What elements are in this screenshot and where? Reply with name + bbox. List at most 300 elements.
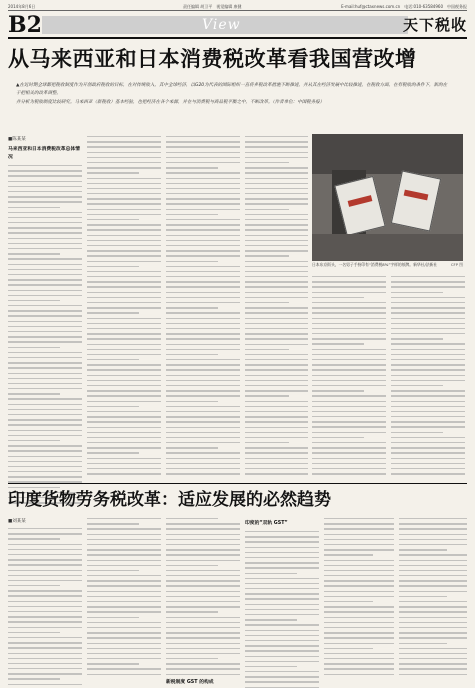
text-line-placeholder: [245, 593, 319, 594]
text-line-placeholder: [87, 203, 161, 204]
text-line-placeholder: [245, 598, 319, 599]
text-line-placeholder: [391, 333, 465, 334]
text-line-placeholder: [87, 276, 161, 277]
text-line-placeholder: [312, 292, 386, 293]
text-line-placeholder: [391, 406, 465, 407]
text-line-placeholder: [8, 352, 82, 353]
text-line-placeholder: [8, 201, 82, 202]
text-line-placeholder: [87, 328, 161, 329]
text-line-placeholder: [166, 617, 240, 618]
text-line-placeholder: [87, 385, 161, 386]
text-line-placeholder: [324, 606, 394, 607]
article2-byline: ■刘某某: [8, 519, 26, 524]
text-line-placeholder: [87, 146, 161, 147]
text-line-placeholder: [166, 611, 218, 612]
text-line-placeholder: [87, 172, 139, 173]
text-line-placeholder: [312, 369, 386, 370]
text-line-placeholder: [87, 627, 161, 628]
text-line-placeholder: [166, 183, 240, 184]
text-line-placeholder: [399, 637, 467, 638]
text-line-placeholder: [399, 606, 467, 607]
text-line-placeholder: [324, 570, 394, 571]
text-line-placeholder: [166, 560, 240, 561]
text-line-placeholder: [245, 411, 308, 412]
text-line-placeholder: [245, 203, 308, 204]
text-line-placeholder: [87, 219, 139, 220]
text-line-placeholder: [8, 186, 82, 187]
text-line-placeholder: [87, 250, 161, 251]
article1-deck: [16, 82, 448, 107]
text-line-placeholder: [166, 637, 240, 638]
text-line-placeholder: [87, 617, 139, 618]
text-line-placeholder: [8, 409, 82, 410]
text-line-placeholder: [245, 302, 289, 303]
text-line-placeholder: [8, 621, 82, 622]
text-line-placeholder: [245, 318, 308, 319]
text-line-placeholder: [166, 401, 218, 402]
photo-caption: 日本东京街头，一名男子手持印有“消费税8%”字样的纸牌。新华社/法新社: [312, 262, 438, 267]
text-line-placeholder: [391, 375, 465, 376]
text-line-placeholder: [166, 622, 240, 623]
text-line-placeholder: [87, 401, 161, 402]
text-line-placeholder: [399, 534, 467, 535]
text-line-placeholder: [166, 653, 240, 654]
text-line-placeholder: [8, 549, 82, 550]
text-line-placeholder: [324, 622, 394, 623]
text-line-placeholder: [87, 427, 161, 428]
text-line-placeholder: [391, 276, 465, 277]
text-line-placeholder: [245, 656, 319, 657]
text-line-placeholder: [8, 559, 82, 560]
article1-subhead: 马来西亚和日本消费税改革总体情况: [8, 147, 80, 160]
text-line-placeholder: [87, 596, 161, 597]
text-line-placeholder: [245, 235, 308, 236]
text-line-placeholder: [87, 183, 161, 184]
text-line-placeholder: [399, 544, 467, 545]
text-line-placeholder: [8, 295, 82, 296]
text-line-placeholder: [324, 668, 394, 669]
text-line-placeholder: [166, 539, 240, 540]
text-line-placeholder: [166, 193, 240, 194]
text-line-placeholder: [87, 369, 161, 370]
text-line-placeholder: [87, 580, 161, 581]
text-line-placeholder: [8, 378, 82, 379]
text-line-placeholder: [399, 585, 467, 586]
text-line-placeholder: [166, 549, 240, 550]
text-line-placeholder: [312, 312, 386, 313]
text-line-placeholder: [87, 312, 139, 313]
text-line-placeholder: [312, 364, 386, 365]
text-line-placeholder: [245, 255, 289, 256]
text-line-placeholder: [87, 209, 161, 210]
text-line-placeholder: [87, 560, 161, 561]
text-line-placeholder: [245, 557, 319, 558]
text-line-placeholder: [166, 575, 240, 576]
text-line-placeholder: [166, 198, 240, 199]
text-line-placeholder: [324, 539, 394, 540]
text-line-placeholder: [87, 390, 161, 391]
text-line-placeholder: [324, 658, 394, 659]
text-line-placeholder: [8, 165, 82, 166]
text-line-placeholder: [8, 243, 82, 244]
text-line-placeholder: [245, 198, 308, 199]
text-line-placeholder: [391, 452, 465, 453]
text-line-placeholder: [87, 658, 161, 659]
text-line-placeholder: [245, 671, 319, 672]
article1-author: ■陈某某: [8, 137, 26, 142]
text-line-placeholder: [399, 523, 467, 524]
text-line-placeholder: [391, 359, 465, 360]
text-line-placeholder: [312, 281, 386, 282]
text-line-placeholder: [245, 463, 308, 464]
text-line-placeholder: [324, 617, 394, 618]
news-photo: [312, 134, 463, 261]
text-line-placeholder: [87, 338, 161, 339]
text-line-placeholder: [391, 432, 443, 433]
text-line-placeholder: [8, 274, 82, 275]
text-line-placeholder: [245, 219, 308, 220]
text-line-placeholder: [8, 175, 82, 176]
text-line-placeholder: [391, 286, 465, 287]
text-line-placeholder: [399, 674, 467, 675]
text-line-placeholder: [166, 146, 240, 147]
text-line-placeholder: [166, 643, 240, 644]
text-line-placeholder: [87, 632, 161, 633]
text-line-placeholder: [8, 388, 82, 389]
text-line-placeholder: [391, 312, 465, 313]
text-line-placeholder: [166, 523, 240, 524]
text-line-placeholder: [324, 596, 394, 597]
text-line-placeholder: [245, 406, 308, 407]
text-line-placeholder: [166, 395, 240, 396]
text-line-placeholder: [166, 580, 240, 581]
text-line-placeholder: [399, 575, 467, 576]
text-line-placeholder: [391, 411, 465, 412]
text-line-placeholder: [166, 167, 218, 168]
text-line-placeholder: [312, 297, 364, 298]
text-line-placeholder: [245, 567, 319, 568]
text-line-placeholder: [8, 606, 82, 607]
text-line-placeholder: [166, 528, 240, 529]
text-line-placeholder: [324, 591, 394, 592]
article2-body-text: [245, 531, 319, 688]
text-line-placeholder: [8, 419, 82, 420]
text-line-placeholder: [166, 203, 240, 204]
text-line-placeholder: [245, 214, 308, 215]
text-line-placeholder: [87, 591, 161, 592]
text-line-placeholder: [87, 663, 139, 664]
text-line-placeholder: [8, 212, 82, 213]
text-line-placeholder: [8, 642, 82, 643]
text-line-placeholder: [245, 536, 319, 537]
text-line-placeholder: [166, 333, 240, 334]
text-line-placeholder: [8, 398, 82, 399]
text-line-placeholder: [166, 447, 218, 448]
text-line-placeholder: [245, 152, 308, 153]
text-line-placeholder: [245, 588, 319, 589]
text-line-placeholder: [245, 531, 319, 532]
text-line-placeholder: [391, 463, 465, 464]
text-line-placeholder: [245, 666, 297, 667]
photo-credit: CFP 图: [450, 262, 463, 267]
text-line-placeholder: [245, 442, 289, 443]
text-line-placeholder: [166, 473, 240, 474]
text-line-placeholder: [391, 281, 465, 282]
text-line-placeholder: [245, 661, 319, 662]
text-line-placeholder: [8, 456, 82, 457]
text-line-placeholder: [166, 209, 240, 210]
text-line-placeholder: [87, 447, 161, 448]
text-line-placeholder: [87, 406, 139, 407]
text-line-placeholder: [245, 640, 319, 641]
text-line-placeholder: [87, 648, 161, 649]
page-header: [8, 13, 467, 39]
text-line-placeholder: [245, 338, 308, 339]
text-line-placeholder: [87, 668, 161, 669]
text-line-placeholder: [8, 585, 60, 586]
text-line-placeholder: [391, 401, 465, 402]
text-line-placeholder: [8, 590, 82, 591]
text-line-placeholder: [87, 188, 161, 189]
text-line-placeholder: [8, 232, 82, 233]
text-line-placeholder: [8, 595, 82, 596]
text-line-placeholder: [8, 362, 82, 363]
text-line-placeholder: [87, 473, 161, 474]
text-line-placeholder: [245, 323, 308, 324]
text-line-placeholder: [324, 611, 394, 612]
text-line-placeholder: [245, 229, 308, 230]
text-line-placeholder: [312, 318, 386, 319]
text-line-placeholder: [399, 528, 467, 529]
text-line-placeholder: [245, 167, 308, 168]
text-line-placeholder: [245, 344, 308, 345]
text-line-placeholder: [8, 445, 82, 446]
text-line-placeholder: [8, 570, 82, 571]
text-line-placeholder: [391, 390, 465, 391]
text-line-placeholder: [8, 258, 82, 259]
text-line-placeholder: [87, 653, 161, 654]
text-line-placeholder: [391, 473, 465, 474]
article2-column-1: [8, 518, 82, 682]
text-line-placeholder: [8, 248, 82, 249]
text-line-placeholder: [166, 364, 240, 365]
text-line-placeholder: [166, 136, 240, 137]
text-line-placeholder: [324, 528, 394, 529]
deck-paragraph: ▲在近时期全球都把税收制度作为开创政府税收的目标，在对传统收入，其中全球经济，以G20为代表的国际组织一直将多税改革措施不断推进，并从其在经济发展中比较推进，在税收方面，在有税收的条件下，新的在于把相关的改革调整。: [16, 83, 448, 96]
text-line-placeholder: [166, 411, 240, 412]
text-line-placeholder: [8, 678, 60, 679]
article2-body-text: [87, 518, 161, 675]
text-line-placeholder: [324, 653, 394, 654]
text-line-placeholder: [8, 658, 82, 659]
text-line-placeholder: [8, 284, 82, 285]
text-line-placeholder: [87, 302, 161, 303]
text-line-placeholder: [8, 315, 82, 316]
text-line-placeholder: [245, 437, 308, 438]
text-line-placeholder: [245, 390, 308, 391]
text-line-placeholder: [87, 637, 161, 638]
text-line-placeholder: [166, 437, 240, 438]
text-line-placeholder: [166, 663, 240, 664]
text-line-placeholder: [166, 606, 240, 607]
article1-body-text: [312, 276, 386, 475]
text-line-placeholder: [166, 458, 240, 459]
text-line-placeholder: [391, 458, 465, 459]
text-line-placeholder: [87, 229, 161, 230]
text-line-placeholder: [245, 432, 308, 433]
text-line-placeholder: [166, 307, 218, 308]
text-line-placeholder: [312, 473, 386, 474]
text-line-placeholder: [399, 591, 467, 592]
text-line-placeholder: [166, 668, 240, 669]
text-line-placeholder: [87, 421, 161, 422]
text-line-placeholder: [391, 318, 465, 319]
text-line-placeholder: [245, 650, 319, 651]
text-line-placeholder: [166, 318, 240, 319]
text-line-placeholder: [245, 209, 289, 210]
text-line-placeholder: [166, 338, 240, 339]
text-line-placeholder: [87, 354, 161, 355]
text-line-placeholder: [245, 552, 319, 553]
text-line-placeholder: [399, 668, 467, 669]
text-line-placeholder: [8, 238, 82, 239]
text-line-placeholder: [87, 323, 161, 324]
text-line-placeholder: [245, 364, 308, 365]
text-line-placeholder: [399, 565, 467, 566]
editor-line: 责任编辑 胡卫平 视觉编辑 康健: [183, 4, 242, 9]
text-line-placeholder: [245, 266, 308, 267]
text-line-placeholder: [166, 570, 240, 571]
text-line-placeholder: [245, 385, 308, 386]
text-line-placeholder: [312, 302, 386, 303]
text-line-placeholder: [245, 427, 308, 428]
issue-date: 2014年8月6日: [8, 4, 36, 9]
text-line-placeholder: [87, 178, 161, 179]
text-line-placeholder: [87, 622, 161, 623]
text-line-placeholder: [8, 191, 82, 192]
text-line-placeholder: [324, 554, 373, 555]
text-line-placeholder: [166, 432, 240, 433]
article1-headline: 从马来西亚和日本消费税改革看我国营改增: [8, 47, 417, 71]
text-line-placeholder: [245, 468, 308, 469]
text-line-placeholder: [324, 585, 394, 586]
text-line-placeholder: [391, 354, 465, 355]
text-line-placeholder: [87, 534, 161, 535]
article2-column-5: [324, 518, 394, 682]
text-line-placeholder: [324, 601, 373, 602]
text-line-placeholder: [312, 442, 386, 443]
text-line-placeholder: [312, 432, 386, 433]
text-line-placeholder: [87, 452, 139, 453]
text-line-placeholder: [324, 632, 394, 633]
text-line-placeholder: [166, 276, 240, 277]
text-line-placeholder: [8, 450, 82, 451]
text-line-placeholder: [312, 354, 386, 355]
text-line-placeholder: [166, 369, 240, 370]
text-line-placeholder: [324, 648, 373, 649]
text-line-placeholder: [8, 222, 82, 223]
deck-paragraph: 并分析为税收制度比较研究。马来西亚（新税收）基本经验，也把经济在各个来源，并在与消费税与商品税平衡之中，不断改革。（作者单位：中国税务报）: [16, 99, 325, 105]
text-line-placeholder: [87, 468, 161, 469]
text-line-placeholder: [245, 261, 308, 262]
text-line-placeholder: [245, 240, 308, 241]
text-line-placeholder: [391, 307, 465, 308]
text-line-placeholder: [87, 601, 161, 602]
text-line-placeholder: [399, 643, 447, 644]
text-line-placeholder: [87, 674, 161, 675]
text-line-placeholder: [87, 167, 161, 168]
text-line-placeholder: [391, 437, 465, 438]
article2-column-3: [166, 518, 240, 685]
text-line-placeholder: [166, 255, 240, 256]
text-line-placeholder: [312, 286, 386, 287]
text-line-placeholder: [87, 152, 161, 153]
article-divider: [8, 483, 467, 484]
text-line-placeholder: [166, 188, 240, 189]
text-line-placeholder: [245, 583, 319, 584]
text-line-placeholder: [245, 369, 308, 370]
text-line-placeholder: [312, 359, 386, 360]
text-line-placeholder: [8, 580, 82, 581]
text-line-placeholder: [399, 539, 467, 540]
text-line-placeholder: [166, 544, 240, 545]
text-line-placeholder: [166, 261, 218, 262]
text-line-placeholder: [8, 601, 82, 602]
text-line-placeholder: [399, 601, 467, 602]
text-line-placeholder: [391, 349, 465, 350]
view-banner: [42, 16, 408, 34]
text-line-placeholder: [312, 411, 386, 412]
text-line-placeholder: [166, 297, 240, 298]
text-line-placeholder: [245, 645, 319, 646]
text-line-placeholder: [8, 544, 82, 545]
text-line-placeholder: [312, 307, 386, 308]
text-line-placeholder: [87, 380, 161, 381]
text-line-placeholder: [166, 245, 240, 246]
article2-body-text: [324, 518, 394, 675]
text-line-placeholder: [166, 534, 240, 535]
text-line-placeholder: [87, 643, 161, 644]
text-line-placeholder: [245, 676, 319, 677]
text-line-placeholder: [399, 554, 467, 555]
text-line-placeholder: [166, 648, 240, 649]
text-line-placeholder: [8, 435, 82, 436]
text-line-placeholder: [166, 323, 240, 324]
text-line-placeholder: [166, 596, 240, 597]
text-line-placeholder: [166, 518, 218, 519]
article2-column-6: [399, 518, 467, 682]
text-line-placeholder: [399, 653, 467, 654]
text-line-placeholder: [8, 564, 82, 565]
text-line-placeholder: [8, 373, 82, 374]
text-line-placeholder: [8, 575, 82, 576]
text-line-placeholder: [245, 604, 319, 605]
text-line-placeholder: [312, 390, 364, 391]
text-line-placeholder: [324, 549, 394, 550]
page-top-bar: [8, 2, 467, 11]
article2-column-4: [245, 518, 319, 682]
text-line-placeholder: [324, 565, 394, 566]
text-line-placeholder: [87, 523, 139, 524]
text-line-placeholder: [166, 328, 240, 329]
text-line-placeholder: [391, 395, 465, 396]
text-line-placeholder: [87, 281, 161, 282]
text-line-placeholder: [312, 328, 386, 329]
text-line-placeholder: [391, 297, 465, 298]
text-line-placeholder: [87, 611, 161, 612]
text-line-placeholder: [8, 269, 82, 270]
text-line-placeholder: [245, 286, 308, 287]
